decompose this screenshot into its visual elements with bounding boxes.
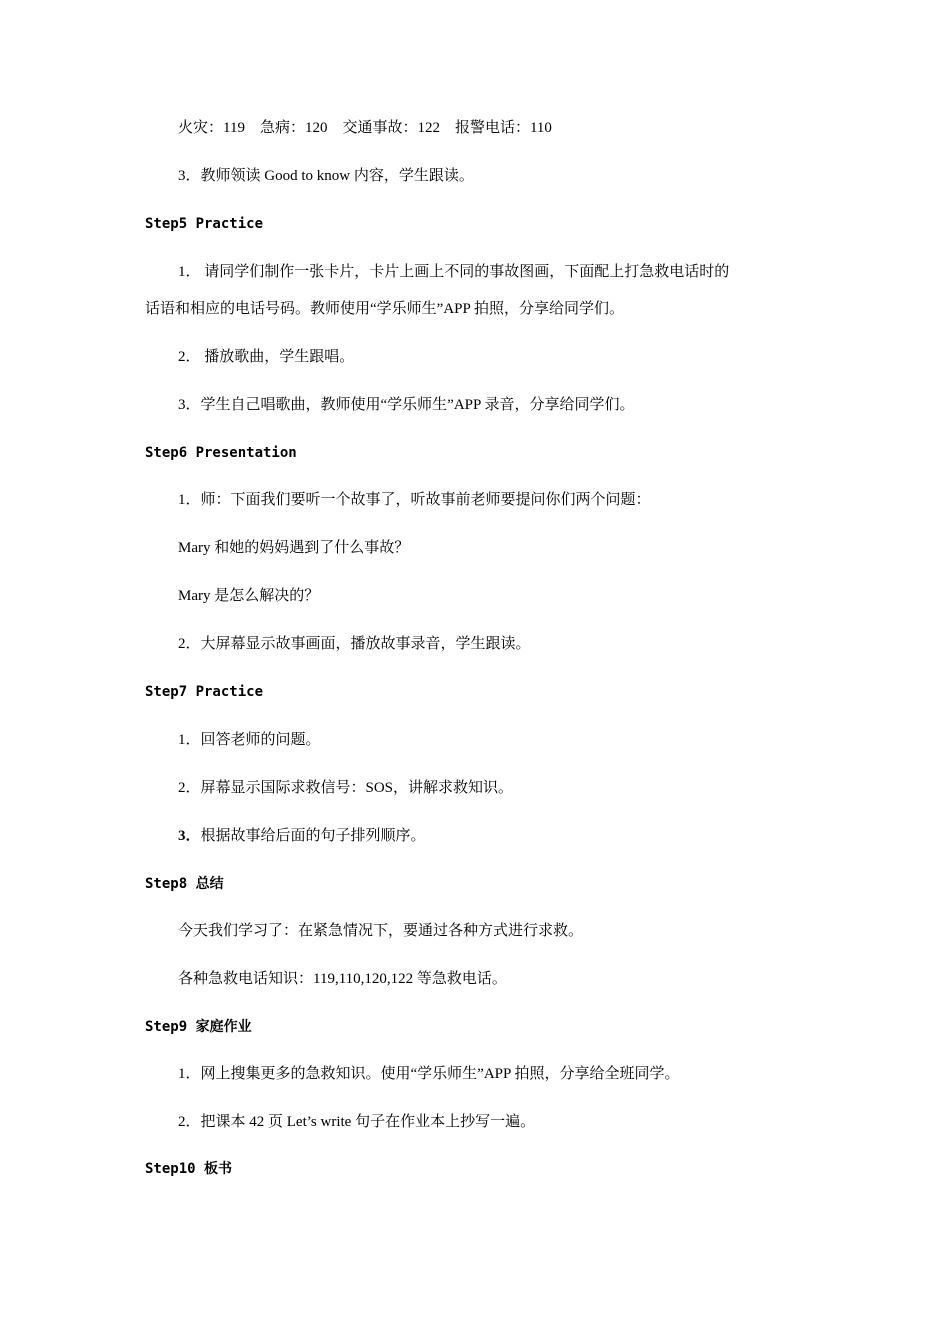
step9-item-1: 1．网上搜集更多的急救知识。使用“学乐师生”APP 拍照，分享给全班同学。 [178,1066,680,1082]
step8-line-1: 今天我们学习了：在紧急情况下，要通过各种方式进行求救。 [178,923,584,939]
step5-item-1-line-2: 话语和相应的电话号码。教师使用“学乐师生”APP 拍照，分享给同学们。 [145,301,625,317]
step6-question-1: Mary 和她的妈妈遇到了什么事故？ [178,540,410,556]
step7-item-2: 2．屏幕显示国际求救信号：SOS，讲解求救知识。 [178,780,514,796]
step5-heading: Step5 Practice [145,216,264,232]
step9-heading: Step9 家庭作业 [145,1019,252,1035]
step5-item-1-line-1: 1． 请同学们制作一张卡片，卡片上画上不同的事故图画，下面配上打急救电话时的 [178,264,730,280]
step9-item-2: 2．把课本 42 页 Let’s write 句子在作业本上抄写一遍。 [178,1114,536,1130]
step7-item-3-text: 根据故事给后面的句子排列顺序。 [200,828,426,844]
step7-item-3-number: 3． [178,828,201,844]
step7-heading: Step7 Practice [145,684,264,700]
step6-item-1: 1．师：下面我们要听一个故事了，听故事前老师要提问你们两个问题： [178,492,651,508]
emergency-numbers-line: 火灾：119 急病：120 交通事故：122 报警电话：110 [178,120,552,136]
step7-item-3 [178,826,426,846]
step6-heading: Step6 Presentation [145,445,297,461]
step5-item-3: 3．学生自己唱歌曲，教师使用“学乐师生”APP 录音，分享给同学们。 [178,397,635,413]
step6-item-2: 2．大屏幕显示故事画面，播放故事录音，学生跟读。 [178,636,531,652]
step8-line-2: 各种急救电话知识：119,110,120,122 等急救电话。 [178,971,507,987]
step4-item-3: 3．教师领读 Good to know 内容，学生跟读。 [178,168,474,184]
step8-heading: Step8 总结 [145,876,224,892]
step6-question-2: Mary 是怎么解决的？ [178,588,320,604]
step7-item-1: 1．回答老师的问题。 [178,732,321,748]
step10-heading: Step10 板书 [145,1161,233,1177]
step5-item-2: 2． 播放歌曲，学生跟唱。 [178,349,355,365]
